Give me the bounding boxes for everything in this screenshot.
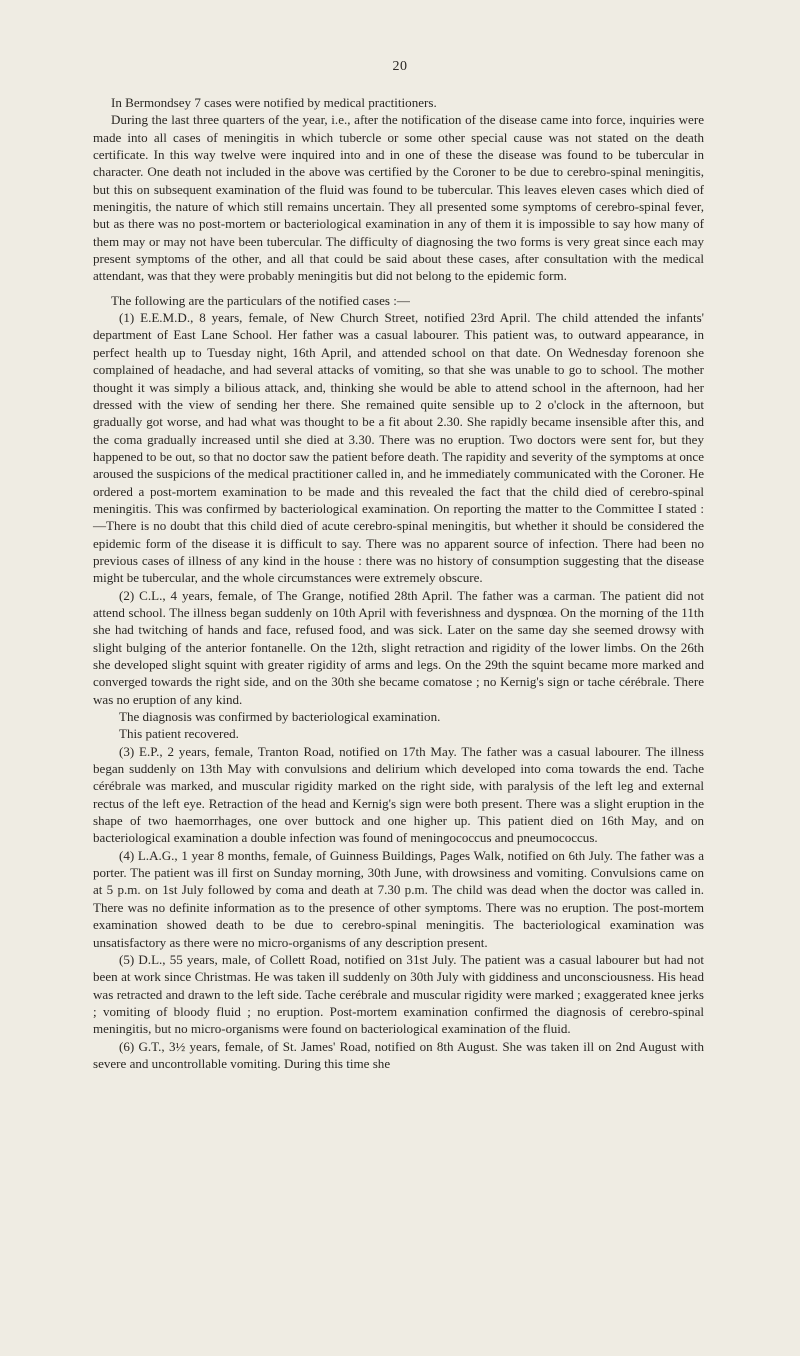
- page-number: 20: [392, 59, 408, 74]
- paragraph-case-1: (1) E.E.M.D., 8 years, female, of New Church Street, notified 23rd April. The child attended the infants' department of East Lane School. Her father was a casual labourer. This patient was, to outward appearance, in perfect health up to Tuesday night, 16th April, and attended school on that date. On Wednesday forenoon she complained of headache, and had several attacks of vomiting, so that she was unable to go to school. The mother thought it was simply a bilious attack, and, thinking she would be able to attend school in the afternoon, had her dressed with the view of sending her there. She remained quite sensible up to 2 o'clock in the afternoon, but gradually got worse, and had what was thought to be a fit about 2.30. She rapidly became insensible after this, and the coma gradually increased until she died at 3.30. There was no eruption. Two doctors were sent for, but they happened to be out, so that no doctor saw the patient before death. The rapidity and severity of the symptoms at once aroused the suspicions of the medical practitioner called in, and he immediately communicated with the Coroner. He ordered a post-mortem examination to be made and this revealed the fact that the child died of cerebro-spinal meningitis. This was confirmed by bacteriological examination. On reporting the matter to the Committee I stated :—There is no doubt that this child died of acute cerebro-spinal meningitis, but whether it should be considered the epidemic form of the disease it is difficult to say. There was no apparent source of infection. There had been no previous cases of illness of any kind in the house : there was no history of consumption suggesting that the disease might be tubercular, and the whole circumstances were extremely obscure.: [93, 310, 704, 586]
- paragraph-inquiries: During the last three quarters of the year, i.e., after the notification of the disease came into force, inquiries were made into all cases of meningitis in which tubercle or some other special cause was not stated on the death certificate. In this way twelve were inquired into and in one of these the disease was found to be tubercular in character. One death not included in the above was certified by the Coroner to be due to cerebro-spinal meningitis, but this on subsequent examination of the fluid was found to be tubercular. This leaves eleven cases which died of meningitis, the nature of which still remains uncertain. They all presented some symptoms of cerebro-spinal fever, but as there was no post-mortem or bacteriological examination in any of them it is impossible to say how many of them may or may not have been tubercular. The difficulty of diagnosing the two forms is very great since each may present symptoms of the other, and all that could be said about these cases, after consultation with the medical attendant, was that they were probably meningitis but did not belong to the epidemic form.: [93, 112, 704, 284]
- paragraph-case-4: (4) L.A.G., 1 year 8 months, female, of Guinness Buildings, Pages Walk, notified on 6th July. The father was a porter. The patient was ill first on Sunday morning, 30th June, with drowsiness and vomiting. Convulsions came on at 5 p.m. on 1st July followed by coma and death at 7.30 p.m. The child was dead when the doctor was called in. There was no definite information as to the presence of other symptoms. There was no eruption. The post-mortem examination showed death to be due to cerebro-spinal meningitis. The bacteriological examination was unsatisfactory as there were no micro-organisms of any description present.: [93, 847, 704, 950]
- paragraph-case-3: (3) E.P., 2 years, female, Tranton Road, notified on 17th May. The father was a casual labourer. The illness began suddenly on 13th May with convulsions and delirium which developed into coma towards the end. Tache cérébrale was marked, and muscular rigidity marked on the right side, with paralysis of the left leg and external rectus of the left eye. Retraction of the head and Kernig's sign were both present. There was a slight eruption in the shape of two haemorrhages, one over buttock and one higher up. This patient died on 16th May, and on bacteriological examination a double infection was found of meningococcus and pneumococcus.: [93, 743, 704, 846]
- body-text: [93, 94, 704, 1072]
- paragraph-case-2-outcome: This patient recovered.: [119, 726, 239, 742]
- paragraph-intro: In Bermondsey 7 cases were notified by medical practitioners.: [111, 95, 437, 110]
- paragraph-case-2: (2) C.L., 4 years, female, of The Grange, notified 28th April. The father was a carman. The patient did not attend school. The illness began suddenly on 10th April with feverishness and dyspnœa. On the morning of the 11th she had twitching of hands and face, refused food, and was sick. Later on the same day she seemed drowsy with slight bulging of the anterior fontanelle. On the 12th, slight retraction and rigidity of the lower limbs. On the 26th she developed slight squint with greater rigidity of arms and legs. On the 29th the squint became more marked and converged towards the right side, and on the 30th she became comatose ; no Kernig's sign or tache cérébrale. There was no eruption of any kind.: [93, 587, 704, 707]
- paragraph-particulars-heading: The following are the particulars of the notified cases :—: [111, 292, 410, 308]
- paragraph-case-2-diagnosis: The diagnosis was confirmed by bacteriological examination.: [119, 709, 441, 725]
- paragraph-case-5: (5) D.L., 55 years, male, of Collett Road, notified on 31st July. The patient was a casual labourer but had not been at work since Christmas. He was taken ill suddenly on 30th July with giddiness and unconsciousness. His head was retracted and drawn to the left side. Tache cerébrale and muscular rigidity were marked ; exaggerated knee jerks ; vomiting of bloody fluid ; no eruption. Post-mortem examination confirmed the diagnosis of cerebro-spinal meningitis, but no micro-organisms were found on bacteriological examination of the fluid.: [93, 951, 704, 1037]
- paragraph-case-6: (6) G.T., 3½ years, female, of St. James' Road, notified on 8th August. She was taken ill on 2nd August with severe and uncontrollable vomiting. During this time she: [93, 1038, 704, 1071]
